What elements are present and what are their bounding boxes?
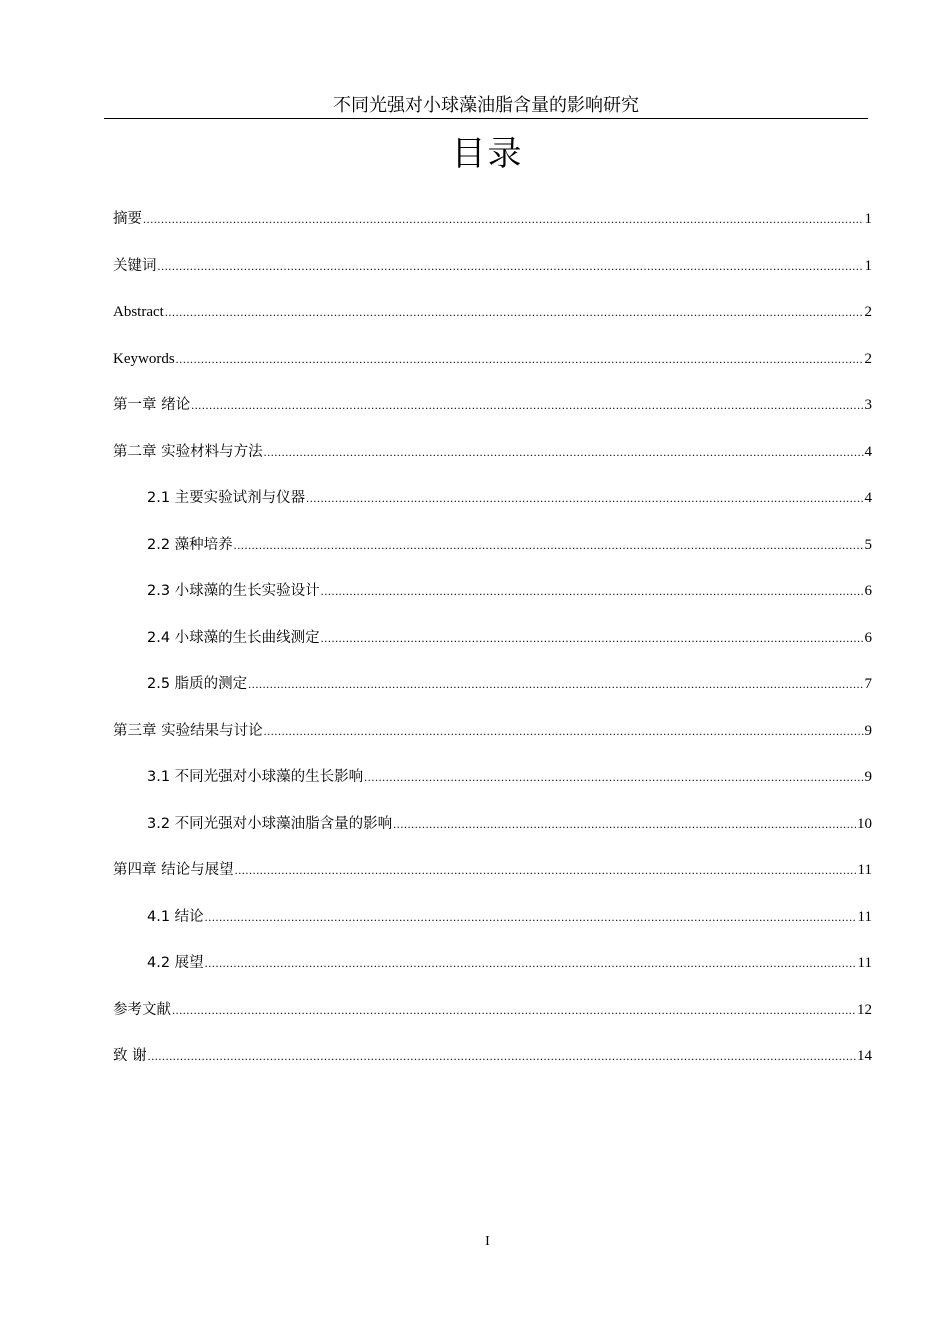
toc-dot-leader (235, 857, 857, 883)
toc-title: 目录 (451, 136, 524, 173)
toc-entry[interactable] (113, 718, 872, 765)
toc-entry[interactable] (113, 811, 872, 858)
toc-entry-label: 参考文献 (113, 1001, 171, 1018)
toc-entry[interactable] (113, 764, 872, 811)
toc-dot-leader (205, 950, 857, 976)
toc-dot-leader (158, 253, 864, 279)
toc-dot-leader (321, 625, 864, 651)
toc-entry-page: 14 (857, 1048, 872, 1064)
toc-dot-leader (148, 1043, 856, 1069)
toc-entry[interactable] (113, 997, 872, 1044)
toc-entry-label: 2.2 藻种培养 (147, 536, 233, 553)
toc-dot-leader (143, 206, 864, 232)
toc-dot-leader (234, 532, 864, 558)
toc-dot-leader (172, 997, 856, 1023)
toc-entry-page: 2 (864, 304, 872, 320)
toc-entry-label: 2.1 主要实验试剂与仪器 (147, 490, 306, 506)
toc-dot-leader (248, 671, 863, 697)
toc-entry[interactable] (113, 857, 872, 904)
toc-entry[interactable] (113, 392, 872, 439)
toc-entry-label: 第二章 实验材料与方法 (113, 443, 263, 460)
toc-entry-page: 12 (857, 1001, 872, 1018)
toc-entry-label: 2.5 脂质的测定 (147, 676, 248, 692)
toc-entry-page: 7 (864, 676, 872, 692)
toc-entry-page: 6 (864, 629, 872, 646)
toc-entry[interactable] (113, 206, 872, 253)
toc-entry-page: 11 (857, 955, 872, 971)
toc-entry[interactable] (113, 904, 872, 951)
toc-entry-label: 第一章 绪论 (113, 397, 191, 413)
toc-entry-label: 3.2 不同光强对小球藻油脂含量的影响 (147, 815, 393, 832)
toc-entry[interactable] (113, 671, 872, 718)
toc-entry-page: 4 (864, 443, 872, 460)
toc-entry-page: 11 (857, 908, 872, 925)
toc-entry-page: 5 (864, 536, 872, 553)
toc-entry-label: 2.4 小球藻的生长曲线测定 (147, 629, 320, 646)
toc-entry-page: 6 (864, 583, 872, 599)
toc-entry-label: 关键词 (113, 257, 157, 274)
toc-entry-page: 1 (864, 257, 872, 274)
toc-entry[interactable] (113, 485, 872, 532)
toc-entry-page: 2 (864, 350, 872, 367)
toc-entry-label: 摘要 (113, 211, 142, 227)
toc-entry-page: 10 (857, 815, 872, 832)
toc-dot-leader (191, 392, 863, 418)
toc-dot-leader (393, 811, 856, 837)
toc-dot-leader (264, 718, 864, 744)
toc-dot-leader (264, 439, 864, 465)
toc-entry[interactable] (113, 532, 872, 579)
toc-entry[interactable] (113, 578, 872, 625)
toc-entry[interactable] (113, 299, 872, 346)
toc-entry-label: 4.2 展望 (147, 955, 204, 971)
toc-dot-leader (364, 764, 863, 790)
toc-entry[interactable] (113, 950, 872, 997)
toc-entry[interactable] (113, 346, 872, 393)
toc-entry-page: 4 (864, 490, 872, 506)
table-of-contents (113, 206, 872, 1090)
toc-entry[interactable] (113, 625, 872, 672)
toc-entry-label: 3.1 不同光强对小球藻的生长影响 (147, 769, 364, 785)
toc-entry-label: 致 谢 (113, 1048, 147, 1064)
page-number: I (485, 1234, 490, 1249)
toc-entry-page: 9 (864, 722, 872, 739)
toc-dot-leader (165, 299, 864, 325)
toc-dot-leader (205, 904, 857, 930)
toc-entry-label: 第三章 实验结果与讨论 (113, 722, 263, 739)
toc-dot-leader (176, 346, 864, 372)
toc-entry-page: 11 (857, 862, 872, 878)
toc-dot-leader (306, 485, 863, 511)
toc-entry-label: 第四章 结论与展望 (113, 862, 234, 878)
toc-entry[interactable] (113, 439, 872, 486)
toc-entry-page: 3 (864, 397, 872, 413)
toc-entry-page: 1 (864, 211, 872, 227)
toc-entry[interactable] (113, 253, 872, 300)
toc-entry[interactable] (113, 1043, 872, 1090)
toc-dot-leader (321, 578, 864, 604)
toc-entry-label: Abstract (113, 304, 164, 320)
toc-entry-label: 4.1 结论 (147, 908, 204, 925)
toc-entry-label: Keywords (113, 350, 175, 367)
toc-entry-page: 9 (864, 769, 872, 785)
toc-entry-label: 2.3 小球藻的生长实验设计 (147, 583, 320, 599)
running-header: 不同光强对小球藻油脂含量的影响研究 (104, 92, 868, 119)
